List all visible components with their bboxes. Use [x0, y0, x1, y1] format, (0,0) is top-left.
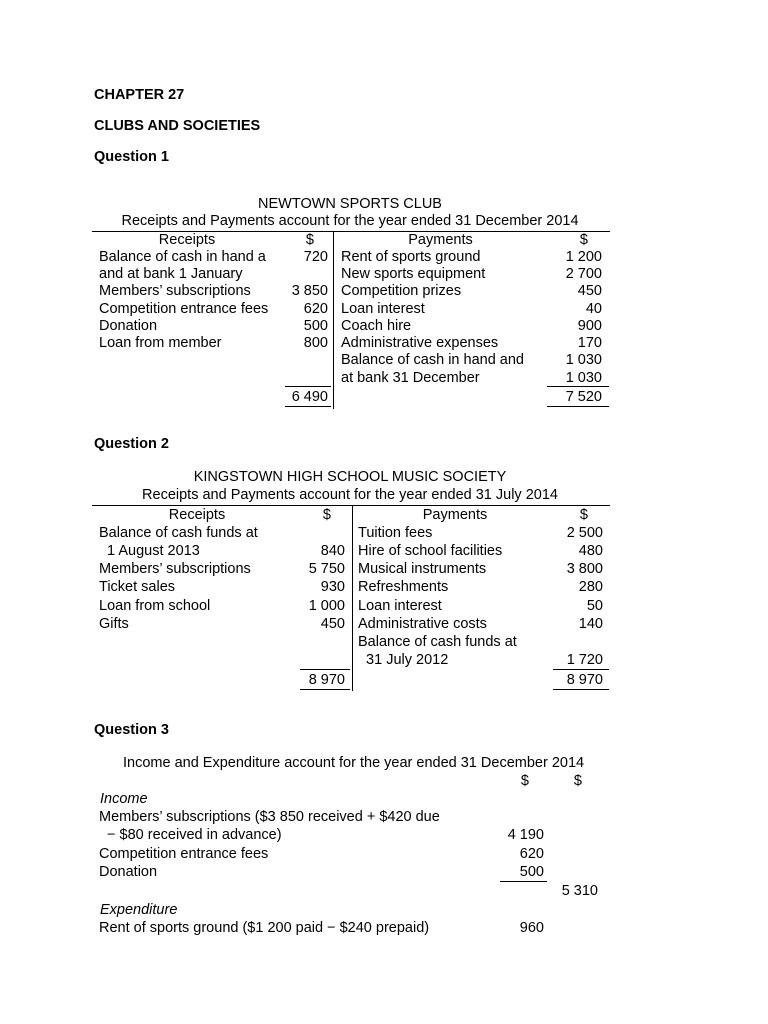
amount: 620 — [519, 846, 544, 862]
q3-income-subtotal-rule — [500, 881, 547, 882]
q2-payments-double-rule — [553, 689, 609, 690]
list-item: Administrative costs — [358, 616, 487, 632]
amount: 500 — [519, 864, 544, 880]
amount: 840 — [320, 543, 345, 559]
list-item: Donation — [99, 864, 158, 880]
q1-receipts-double-rule — [285, 406, 331, 407]
list-item: and at bank 1 January — [99, 266, 243, 282]
q3-income-total: 5 310 — [561, 883, 598, 899]
amount: 1 000 — [308, 598, 345, 614]
q1-account-title: Receipts and Payments account for the year ended 31 December 2014 — [121, 213, 579, 229]
q1-receipts-total: 6 490 — [291, 389, 328, 405]
list-item: − $80 received in advance) — [99, 827, 282, 843]
amount: 2 700 — [565, 266, 602, 282]
q1-payments-double-rule — [547, 406, 609, 407]
amount: 1 030 — [565, 352, 602, 368]
list-item: Competition entrance fees — [99, 301, 269, 317]
q1-payments-header: Payments — [408, 232, 473, 248]
amount: 3 850 — [291, 283, 328, 299]
q3-account-title: Income and Expenditure account for the year ended 31 December 2014 — [123, 755, 585, 771]
q3-currency-col1: $ — [520, 773, 529, 789]
amount: 800 — [303, 335, 328, 351]
q2-account-title: Receipts and Payments account for the year ended 31 July 2014 — [142, 487, 558, 503]
amount: 170 — [577, 335, 602, 351]
amount: 500 — [303, 318, 328, 334]
q1-centre-rule — [333, 231, 334, 409]
list-item: Donation — [99, 318, 158, 334]
q3-income-heading: Income — [100, 791, 148, 807]
q1-payments-currency: $ — [579, 232, 588, 248]
amount: 450 — [577, 283, 602, 299]
amount: 450 — [320, 616, 345, 632]
amount: 4 190 — [507, 827, 544, 843]
question-2-heading: Question 2 — [94, 436, 169, 452]
list-item: Ticket sales — [99, 579, 176, 595]
q1-receipts-total-rule — [285, 386, 331, 387]
list-item: Musical instruments — [358, 561, 487, 577]
list-item: 31 July 2012 — [358, 652, 449, 668]
q2-receipts-double-rule — [300, 689, 350, 690]
q2-payments-total-rule — [553, 669, 609, 670]
q3-expenditure-heading: Expenditure — [100, 902, 178, 918]
amount: 960 — [519, 920, 544, 936]
section-title: CLUBS AND SOCIETIES — [94, 118, 261, 134]
list-item: Tuition fees — [358, 525, 433, 541]
list-item: 1 August 2013 — [99, 543, 200, 559]
q3-currency-col2: $ — [573, 773, 582, 789]
list-item: Competition prizes — [341, 283, 462, 299]
amount: 620 — [303, 301, 328, 317]
amount: 1 030 — [565, 370, 602, 386]
list-item: Members’ subscriptions ($3 850 received + $420 due — [99, 809, 440, 825]
list-item: Rent of sports ground — [341, 249, 481, 265]
amount: 2 500 — [566, 525, 603, 541]
chapter-title: CHAPTER 27 — [94, 87, 185, 103]
question-1-heading: Question 1 — [94, 149, 169, 165]
list-item: Loan from school — [99, 598, 211, 614]
q2-payments-total: 8 970 — [566, 672, 603, 688]
amount: 40 — [585, 301, 602, 317]
q2-receipts-total-rule — [300, 669, 350, 670]
amount: 3 800 — [566, 561, 603, 577]
q2-centre-rule — [352, 505, 353, 691]
list-item: at bank 31 December — [341, 370, 480, 386]
list-item: Refreshments — [358, 579, 449, 595]
list-item: Loan interest — [341, 301, 425, 317]
list-item: Rent of sports ground ($1 200 paid − $240 prepaid) — [99, 920, 430, 936]
q1-receipts-header: Receipts — [158, 232, 216, 248]
list-item: Hire of school facilities — [358, 543, 503, 559]
list-item: Members’ subscriptions — [99, 561, 251, 577]
q2-receipts-total: 8 970 — [308, 672, 345, 688]
amount: 900 — [577, 318, 602, 334]
list-item: Balance of cash in hand a — [99, 249, 266, 265]
amount: 930 — [320, 579, 345, 595]
list-item: Administrative expenses — [341, 335, 499, 351]
q1-payments-total: 7 520 — [565, 389, 602, 405]
q1-receipts-currency: $ — [305, 232, 314, 248]
amount: 280 — [578, 579, 603, 595]
list-item: Loan interest — [358, 598, 442, 614]
list-item: Coach hire — [341, 318, 412, 334]
question-3-heading: Question 3 — [94, 722, 169, 738]
list-item: Members’ subscriptions — [99, 283, 251, 299]
list-item: New sports equipment — [341, 266, 486, 282]
list-item: Competition entrance fees — [99, 846, 269, 862]
q2-society-name: KINGSTOWN HIGH SCHOOL MUSIC SOCIETY — [193, 469, 507, 485]
list-item: Balance of cash funds at — [358, 634, 517, 650]
q2-payments-header: Payments — [422, 507, 488, 523]
q2-payments-currency: $ — [579, 507, 588, 523]
q1-payments-total-rule — [547, 386, 609, 387]
list-item: Balance of cash funds at — [99, 525, 258, 541]
list-item: Gifts — [99, 616, 129, 632]
q2-receipts-currency: $ — [322, 507, 331, 523]
q2-header-rule — [92, 505, 610, 506]
amount: 480 — [578, 543, 603, 559]
amount: 50 — [586, 598, 603, 614]
list-item: Balance of cash in hand and — [341, 352, 524, 368]
list-item: Loan from member — [99, 335, 222, 351]
q1-club-name: NEWTOWN SPORTS CLUB — [258, 196, 442, 212]
q2-receipts-header: Receipts — [168, 507, 226, 523]
amount: 1 720 — [566, 652, 603, 668]
amount: 720 — [303, 249, 328, 265]
amount: 5 750 — [308, 561, 345, 577]
amount: 140 — [578, 616, 603, 632]
amount: 1 200 — [565, 249, 602, 265]
